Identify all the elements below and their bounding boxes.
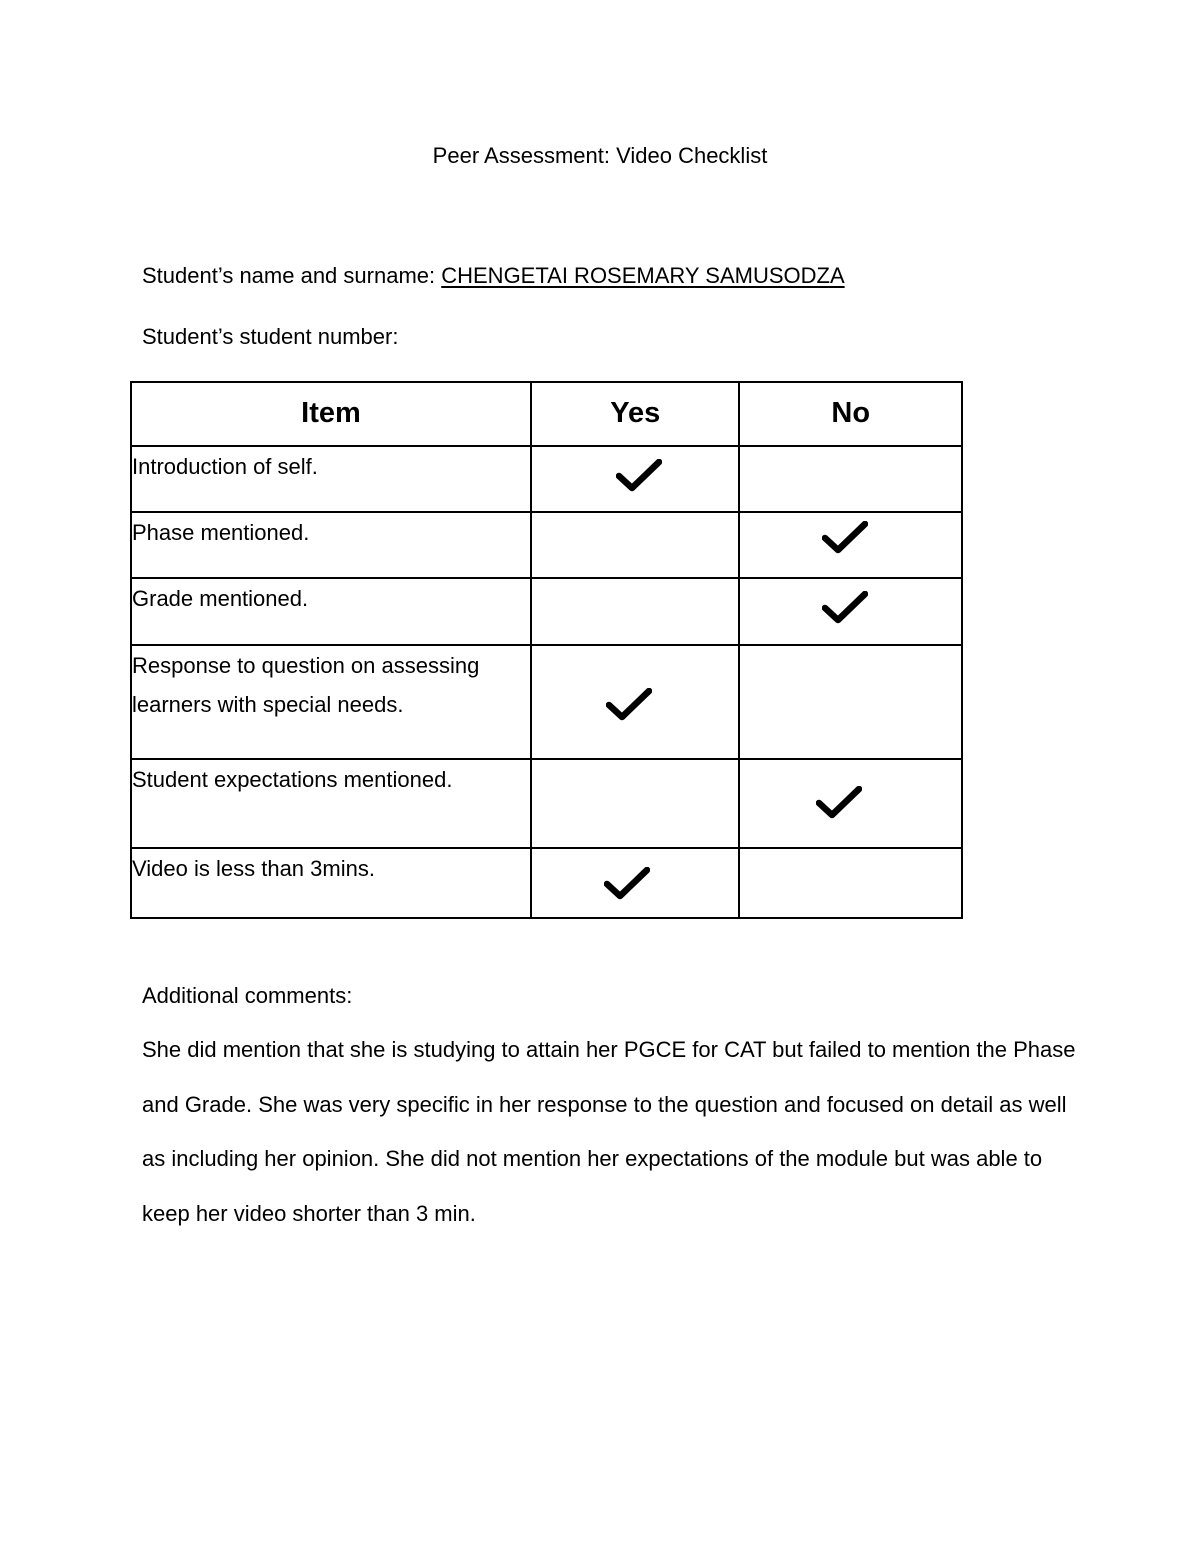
row-item-label: Introduction of self. (131, 446, 531, 512)
student-name-line (142, 262, 845, 290)
student-name-label: Student’s name and surname: (142, 263, 442, 288)
row-item-label: Phase mentioned. (131, 512, 531, 578)
row-item-label: Grade mentioned. (131, 578, 531, 645)
check-icon (816, 786, 862, 820)
header-yes: Yes (531, 382, 740, 446)
additional-comments-text: She did mention that she is studying to attain her PGCE for CAT but failed to mention the Phase and Grade. She was very specific in her response to the question and focused on detail as well as including her opinion. She did not mention her expectations of the module but was able to keep her video shorter than 3 min. (142, 1037, 1076, 1226)
table-row (131, 645, 962, 759)
check-icon (606, 688, 652, 722)
page-title: Peer Assessment: Video Checklist (432, 143, 768, 168)
table-row (131, 848, 962, 918)
additional-comments-label: Additional comments: (142, 983, 353, 1008)
student-number-label: Student’s student number: (142, 324, 399, 349)
table-row (131, 578, 962, 645)
no-cell (739, 848, 962, 918)
yes-cell (531, 759, 740, 848)
check-icon (616, 459, 662, 493)
check-icon (604, 867, 650, 901)
no-cell (739, 645, 962, 759)
no-cell (739, 759, 962, 848)
no-cell (739, 578, 962, 645)
checklist-table (130, 381, 963, 919)
table-row (131, 446, 962, 512)
student-number-line (142, 323, 398, 351)
yes-cell (531, 512, 740, 578)
row-item-label: Video is less than 3mins. (131, 848, 531, 918)
row-item-label: Response to question on assessing learners with special needs. (131, 645, 531, 759)
student-name-value: CHENGETAI ROSEMARY SAMUSODZA (441, 263, 845, 288)
table-row (131, 512, 962, 578)
check-icon (822, 591, 868, 625)
yes-cell (531, 578, 740, 645)
checklist-header-row (131, 382, 962, 446)
check-icon (822, 521, 868, 555)
no-cell (739, 512, 962, 578)
row-item-label: Student expectations mentioned. (131, 759, 531, 848)
no-cell (739, 446, 962, 512)
yes-cell (531, 446, 740, 512)
header-no: No (739, 382, 962, 446)
yes-cell (531, 645, 740, 759)
header-item: Item (131, 382, 531, 446)
table-row (131, 759, 962, 848)
yes-cell (531, 848, 740, 918)
